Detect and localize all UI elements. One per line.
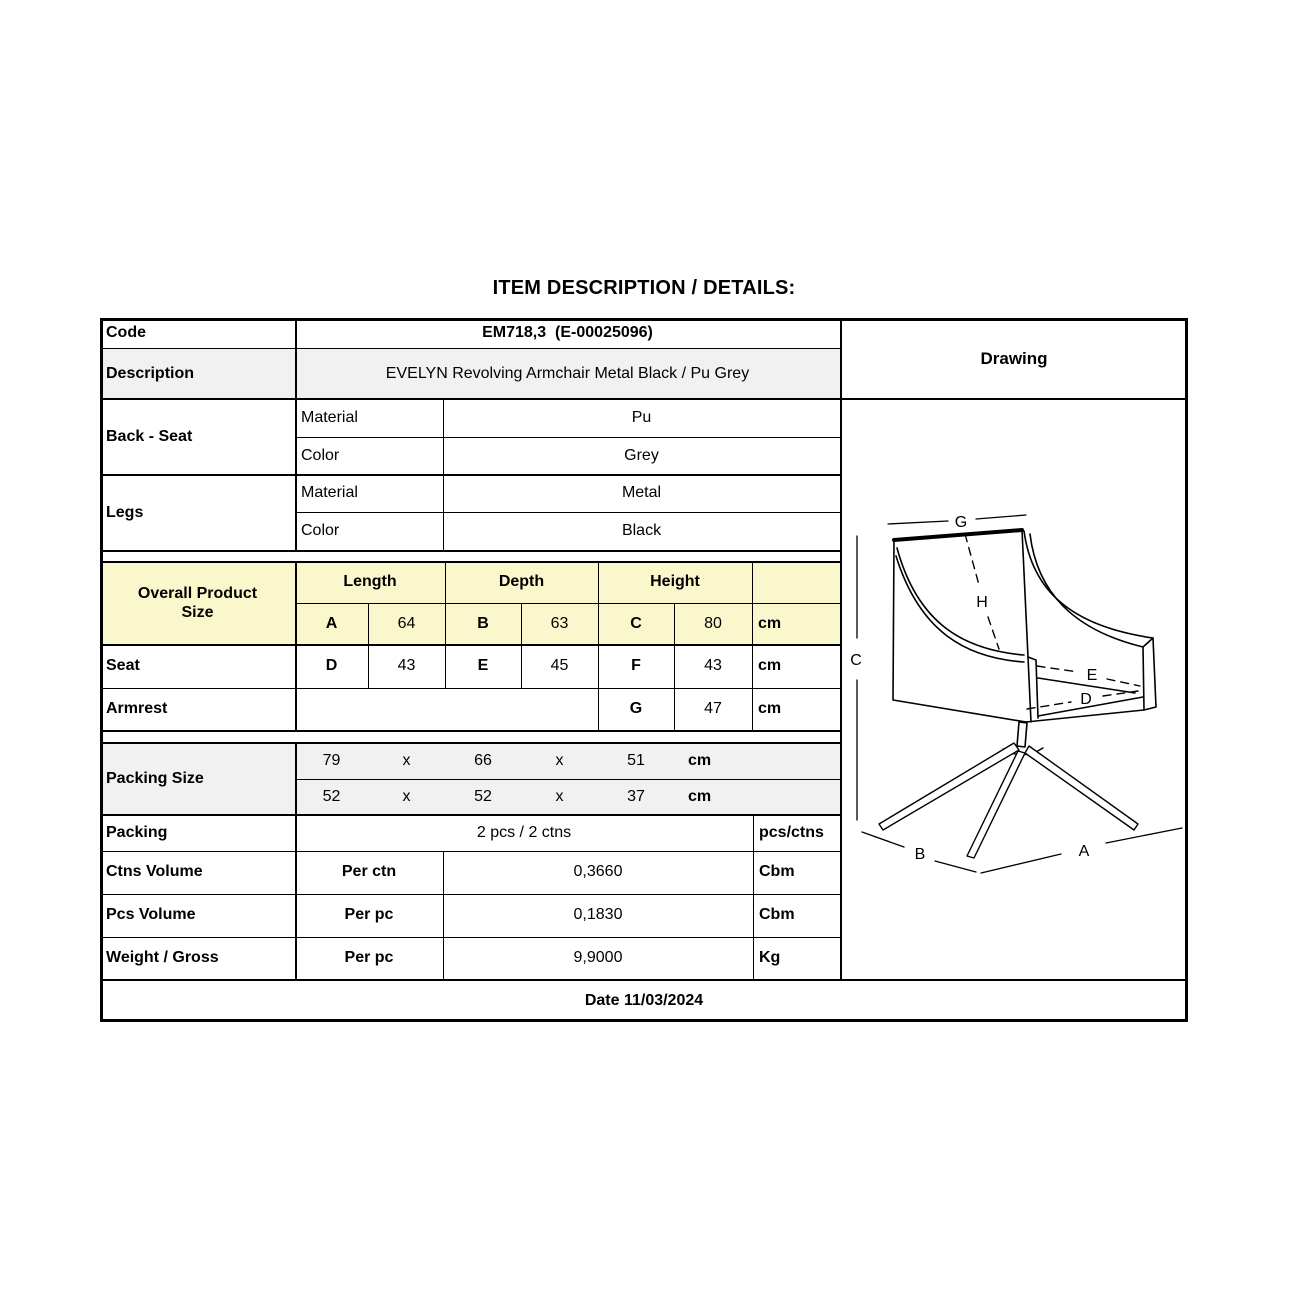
overall-a-value: 64 [397,614,416,632]
dimension-e-dash-left [1037,666,1078,672]
chair-left-arm-inner [896,556,1024,662]
packing-size-r1-x2: x [555,751,564,769]
dimension-c-label: C [850,652,862,669]
overall-b-key: B [477,614,489,632]
grid-line-h [100,730,840,732]
grid-line-v [443,851,444,980]
table-border-left [100,318,103,1022]
depth-header: Depth [498,573,545,591]
packing-size-r2-unit: cm [688,787,712,805]
packing-size-r1-v3: 51 [627,751,645,769]
grid-line-v [598,562,599,731]
packing-size-r1-x1: x [402,751,411,769]
dimension-a-label: A [1078,843,1090,860]
date-value: Date 11/03/2024 [584,991,704,1009]
dimension-a-line-left [981,854,1061,873]
chair-back-top-edge [894,530,1022,540]
grid-line-h [100,851,840,852]
packing-label: Packing [106,823,168,841]
grid-line-v [521,603,522,688]
back-seat-color-label: Color [301,446,340,464]
table-border-bottom [100,1019,1188,1022]
dimension-d-label: D [1080,691,1092,708]
weight-gross-per: Per pc [344,949,394,967]
chair-right-arm-inner [1030,534,1143,647]
packing-size-r1-v2: 66 [474,751,492,769]
packing-size-r1-v1: 79 [322,751,341,769]
grid-line-h [100,348,840,349]
seat-f-key: F [631,657,641,675]
overall-size-label [100,562,295,645]
legs-color-label: Color [301,522,340,540]
overall-c-value: 80 [704,614,722,632]
description-label: Description [106,364,195,382]
table-border-right [1185,318,1188,1022]
pcs-volume-unit: Cbm [759,906,795,924]
dimension-g-label: G [954,514,968,531]
overall-a-key: A [325,614,338,632]
legs-material-value: Metal [621,484,662,502]
weight-gross-unit: Kg [759,949,781,967]
overall-b-value: 63 [550,614,569,632]
back-seat-material-label: Material [301,409,358,427]
chair-back-outline [893,540,1026,722]
grid-line-h [100,894,840,895]
grid-line-v [295,743,297,980]
armrest-label: Armrest [106,700,168,718]
seat-f-value: 43 [704,657,722,675]
dimension-e-label: E [1086,667,1098,684]
seat-d-key: D [325,657,338,675]
grid-line-v-drawing-separator [840,318,842,980]
chair-back-right-edge [1022,530,1031,722]
dimension-d-dash-right [1103,691,1138,696]
seat-label: Seat [106,657,140,675]
packing-size-label: Packing Size [106,769,204,787]
overall-size-label-text: Overall Product Size [137,585,258,621]
packing-size-r2-v3: 37 [627,787,645,805]
code-value: EM718,3 (E-00025096) [482,323,653,341]
drawing-header: Drawing [980,349,1048,369]
page-title: ITEM DESCRIPTION / DETAILS: [492,277,796,299]
grid-line-h [100,937,840,938]
weight-gross-value: 9,9000 [573,949,623,967]
ctns-volume-label: Ctns Volume [106,863,203,881]
ctns-volume-value: 0,3660 [573,863,623,881]
packing-size-r1-unit: cm [688,751,712,769]
legs-label: Legs [106,503,144,521]
packing-size-r2-v1: 52 [322,787,341,805]
legs-color-value: Black [621,522,662,540]
back-seat-material-value: Pu [631,409,652,427]
grid-line-h [100,979,1188,981]
seat-d-value: 43 [397,657,416,675]
grid-line-h [100,474,840,476]
armrest-unit: cm [758,700,782,718]
seat-e-value: 45 [550,657,569,675]
grid-line-v [295,562,297,731]
dimension-d-dash-left [1027,702,1071,709]
dimension-h-dash-top [965,534,979,585]
grid-line-h [295,779,840,780]
grid-line-h [100,561,840,563]
packing-size-r2-x2: x [555,787,564,805]
seat-e-key: E [477,657,489,675]
grid-line-h [100,550,840,552]
ctns-volume-per: Per ctn [341,863,397,881]
grid-line-h [100,398,1188,400]
grid-line-v [753,815,754,980]
grid-line-v [445,562,446,688]
pcs-volume-label: Pcs Volume [106,906,196,924]
chair-seat-bottom-edge [1026,710,1144,722]
armrest-g-value: 47 [704,700,722,718]
back-seat-color-value: Grey [624,446,659,464]
dimension-a-line-right [1106,828,1182,843]
grid-line-h [295,603,840,604]
overall-c-key: C [630,614,642,632]
grid-line-v [443,400,444,551]
pcs-volume-value: 0,1830 [573,906,623,924]
back-seat-label: Back - Seat [106,428,193,446]
height-header: Height [650,573,700,591]
packing-size-r2-v2: 52 [474,787,492,805]
chair-post [1017,722,1027,747]
grid-line-h [100,688,840,689]
grid-line-v [295,318,297,551]
chair-leg-right [1025,746,1138,830]
weight-gross-label: Weight / Gross [106,949,219,967]
packing-unit: pcs/ctns [759,823,824,841]
grid-line-v [368,603,369,688]
dimension-h-dash-bottom [988,617,999,649]
length-header: Length [343,573,397,591]
grid-line-h [295,437,840,438]
spec-table [100,318,1188,1022]
table-border-top [100,318,1188,321]
pcs-volume-per: Per pc [344,906,394,924]
seat-unit: cm [758,657,782,675]
chair-leg-left [879,743,1019,830]
chair-right-post [1143,638,1156,710]
packing-size-r2-x1: x [402,787,411,805]
grid-line-h [295,512,840,513]
overall-unit: cm [758,614,782,632]
dimension-b-line-left [862,832,904,847]
dimension-b-line-right [935,861,976,872]
armrest-g-key: G [629,700,643,718]
legs-material-label: Material [301,484,358,502]
grid-line-v [752,562,753,731]
packing-value: 2 pcs / 2 ctns [476,823,572,841]
ctns-volume-unit: Cbm [759,863,795,881]
grid-line-h [100,644,840,646]
description-value: EVELYN Revolving Armchair Metal Black / Pu Grey [385,364,750,382]
chair-right-arm-outer [1024,531,1153,638]
grid-line-h [100,814,840,816]
grid-line-h [100,742,840,744]
code-label: Code [106,323,146,341]
grid-line-v [674,603,675,731]
dimension-b-label: B [914,846,926,863]
chair-drawing [840,400,1188,980]
dimension-e-dash-right [1107,679,1140,686]
dimension-h-label: H [976,594,988,611]
